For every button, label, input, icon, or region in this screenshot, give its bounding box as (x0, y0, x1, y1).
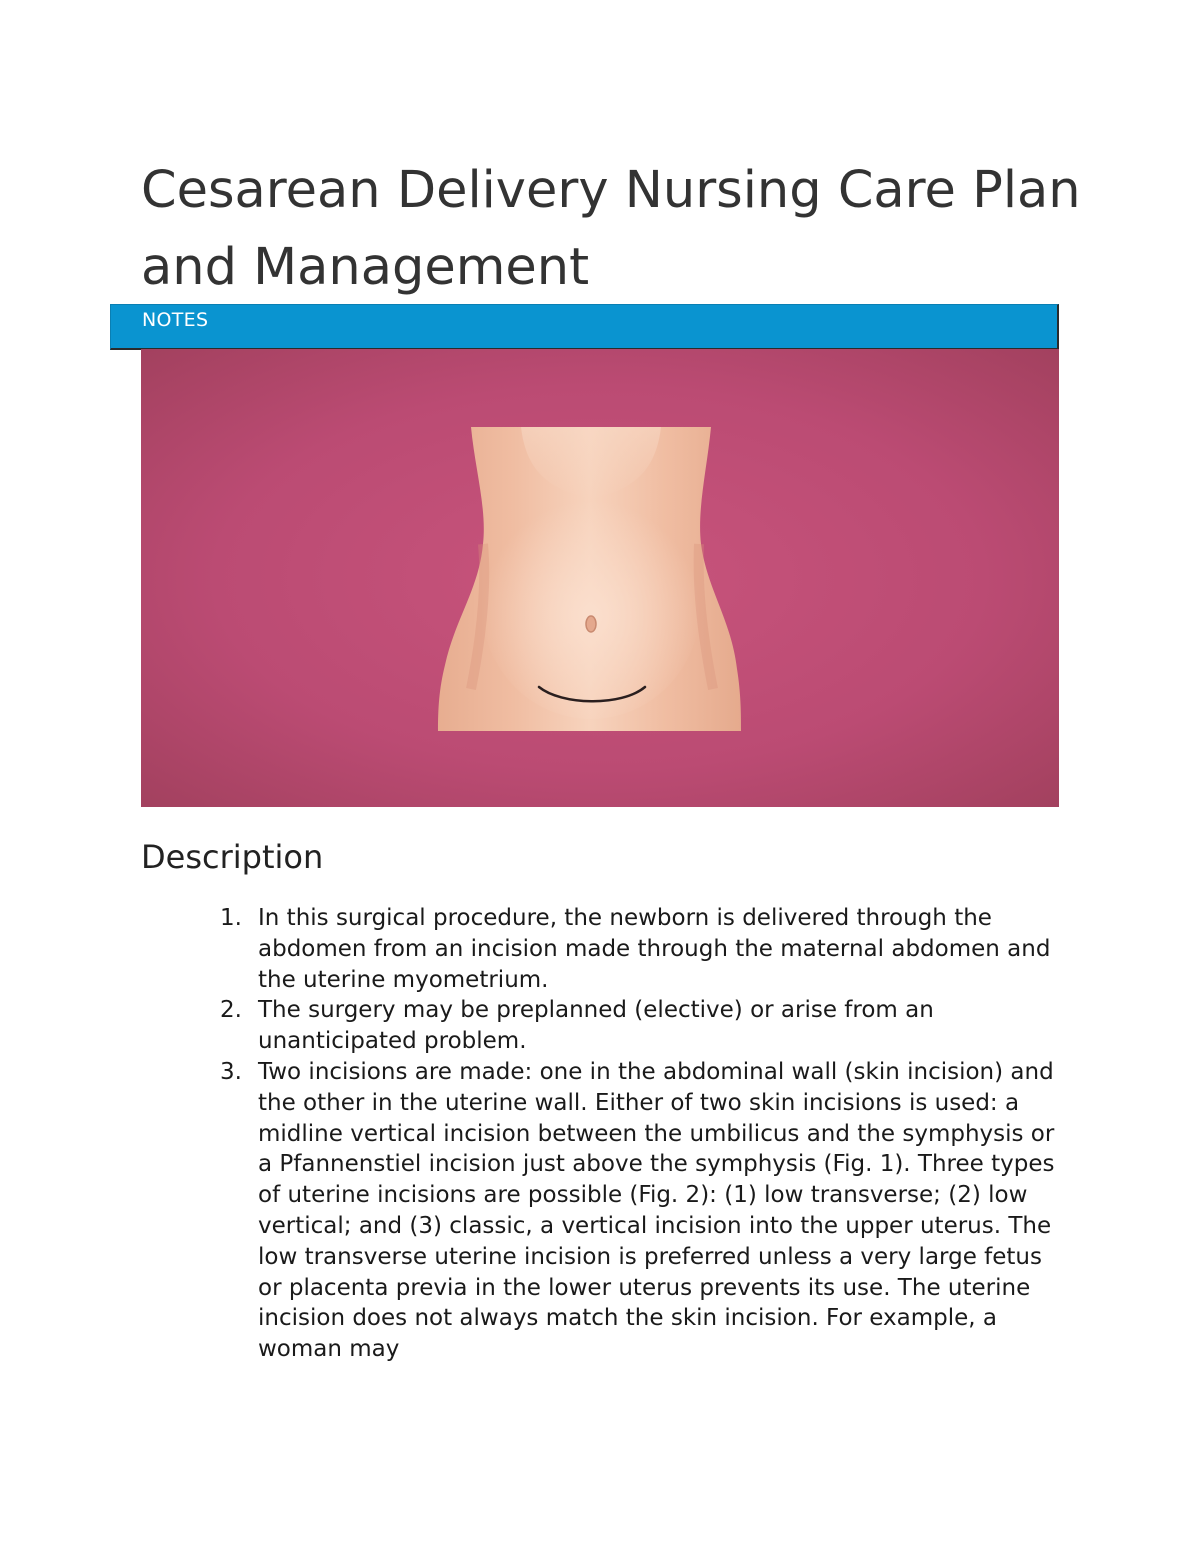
list-item (208, 995, 1068, 1057)
abdomen-incision-illustration (141, 349, 1059, 807)
list-item-text: In this surgical procedure, the newborn is delivered through the abdomen from an incision made through the maternal abdomen and the uterine myometrium. (258, 905, 1051, 993)
description-list (208, 903, 1068, 1365)
section-heading-description: Description (141, 838, 324, 876)
list-item (208, 903, 1068, 995)
notes-banner (110, 304, 1059, 350)
navel-shape (586, 616, 596, 632)
list-item-number: 1. (220, 905, 242, 931)
list-item-number: 2. (220, 997, 242, 1024)
list-item (208, 1057, 1068, 1365)
page-title: Cesarean Delivery Nursing Care Plan and Management (141, 161, 1081, 297)
notes-label: NOTES (142, 309, 209, 331)
list-item-text: The surgery may be preplanned (elective) or arise from an unanticipated problem. (258, 997, 934, 1055)
list-item-number: 3. (220, 1058, 242, 1085)
list-item-text: Two incisions are made: one in the abdominal wall (skin incision) and the other in the uterine wall. Either of two skin incisions is used: a midline vertical incision between the umbilicus and the symphysis or a Pfannenstiel incision just above the symphysis (Fig. 1). Three types of uterine incisions are possible (Fig. 2): (1) low transverse; (2) low vertical; and (3) classic, a vertical incision into the upper uterus. The low transverse uterine incision is preferred unless a very large fetus or placenta previa in the lower uterus prevents its use. The uterine incision does not always match the skin incision. For example, a woman may (258, 1058, 1055, 1363)
